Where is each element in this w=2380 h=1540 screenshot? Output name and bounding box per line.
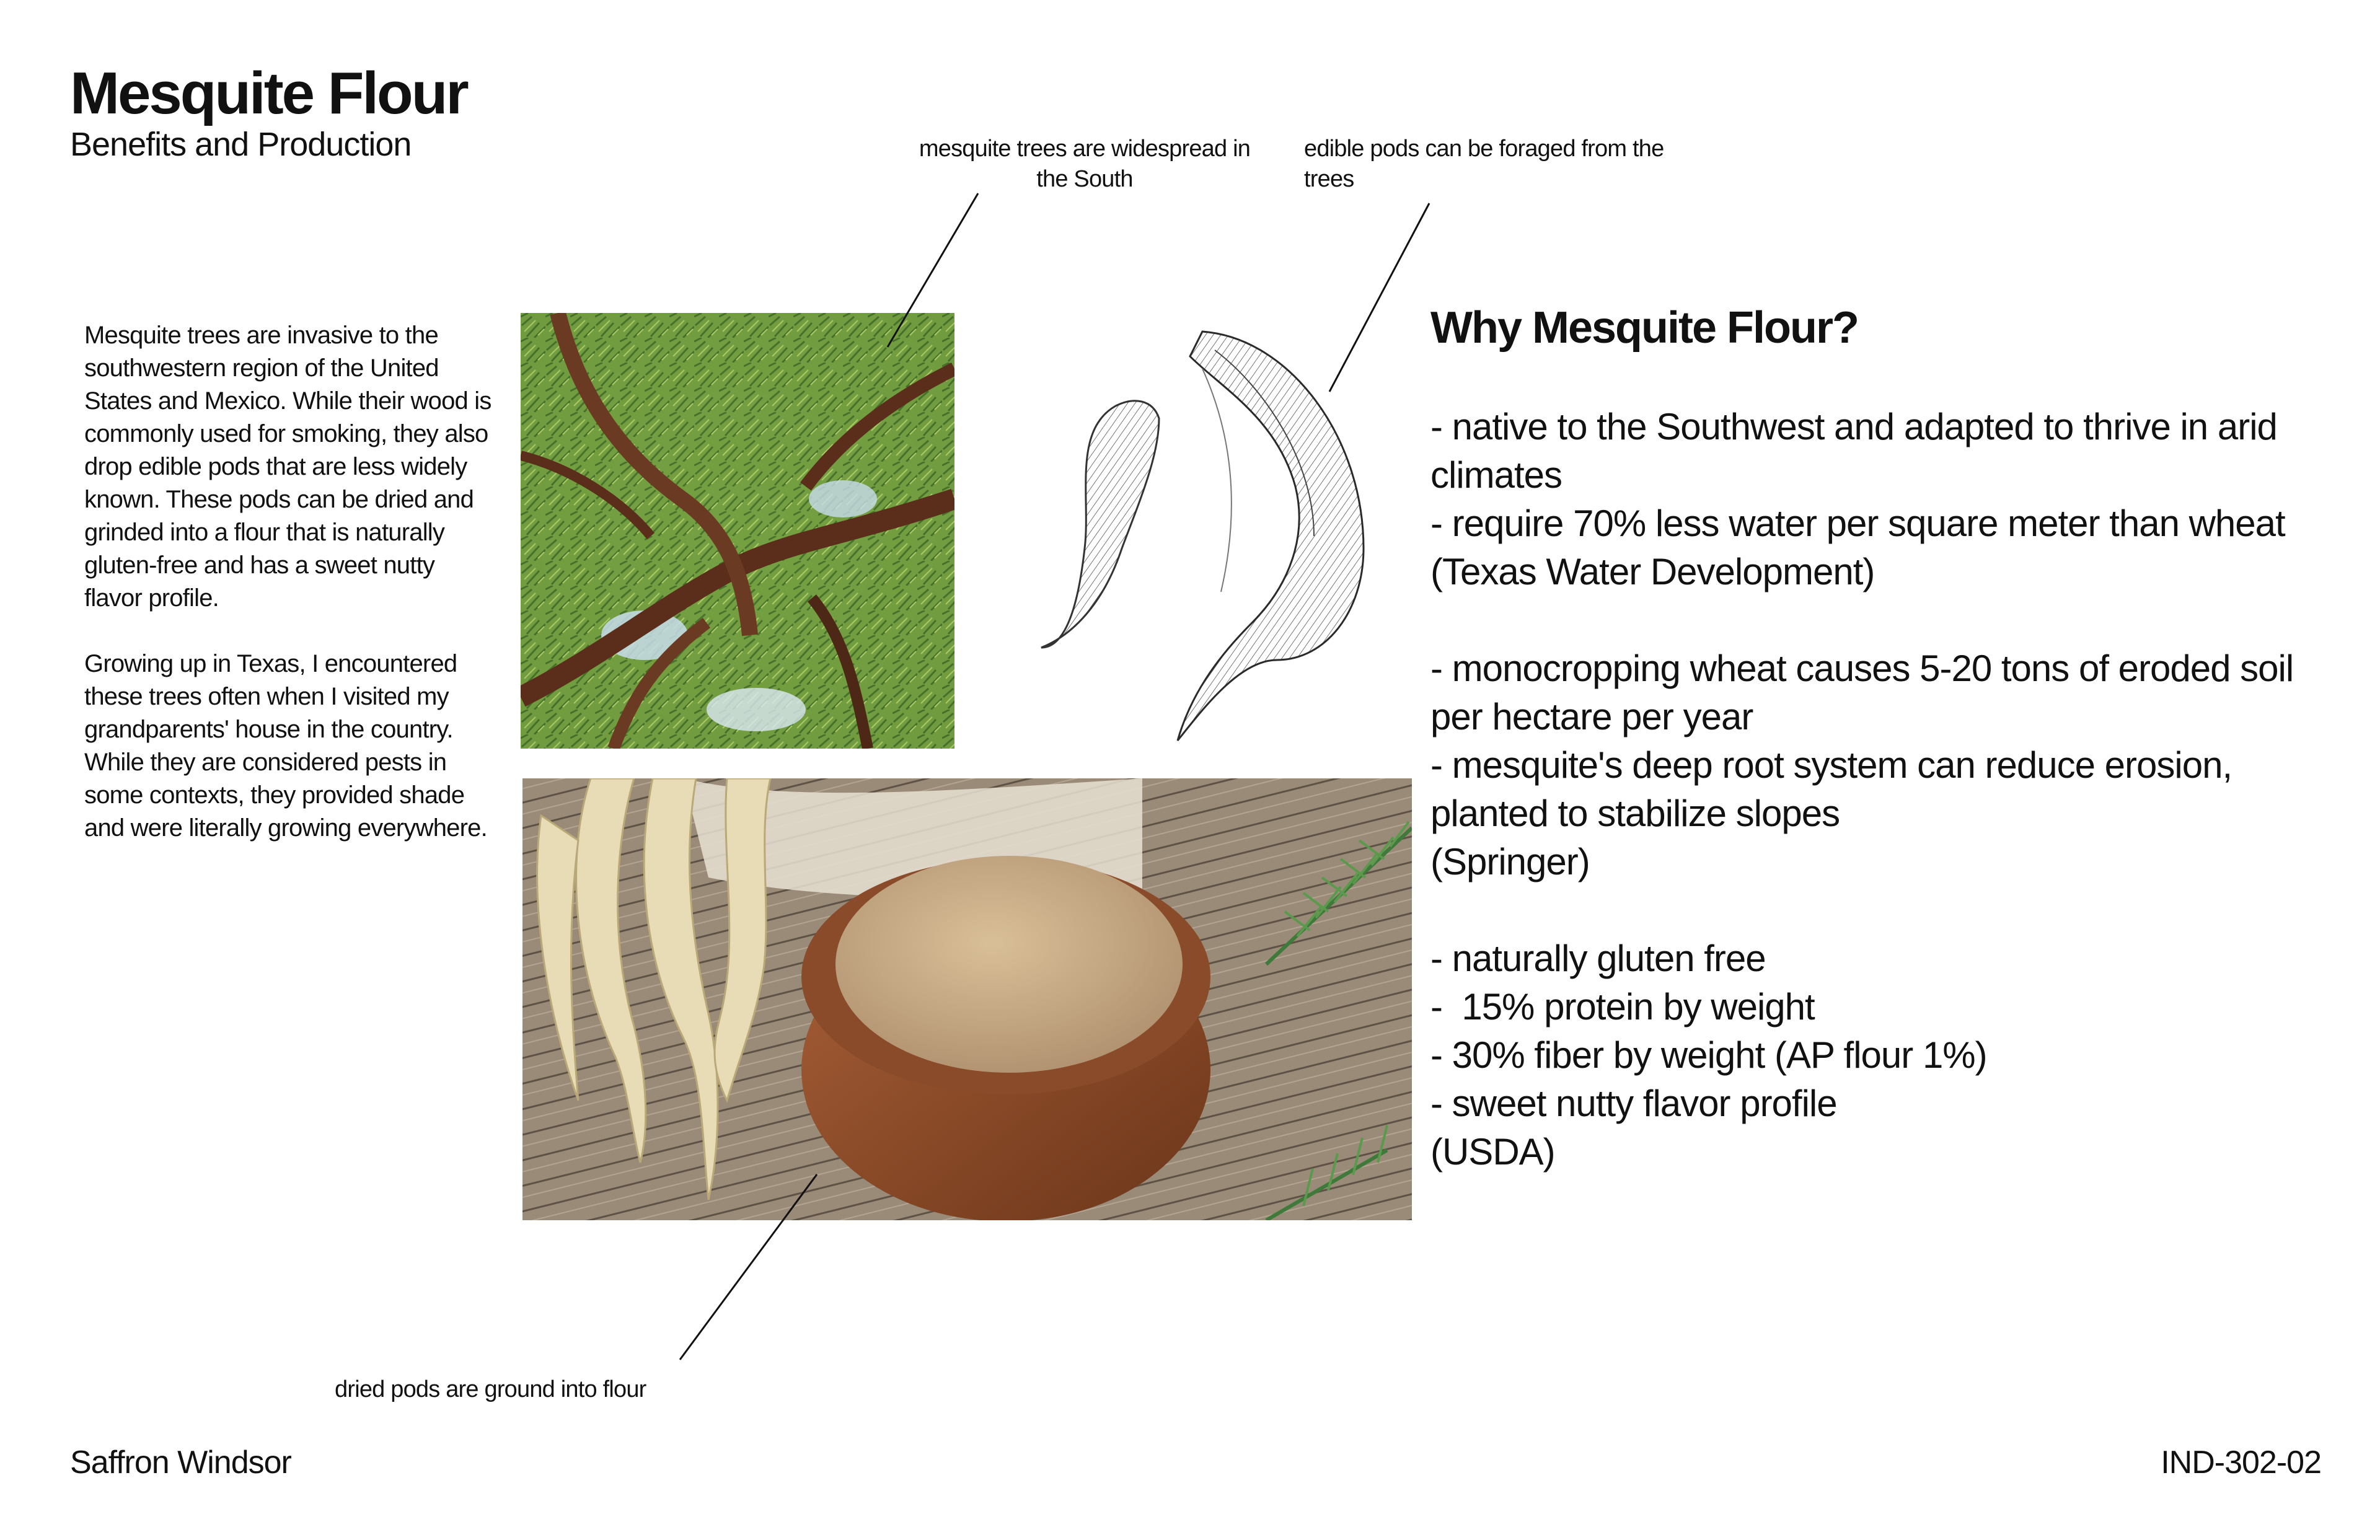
intro-paragraph-1: Mesquite trees are invasive to the southwestern region of the United States and Mexico. While their wood is commonly used for smoking, they also drop edible pods that are less widely known. These pods can be dried and grinded into a flour that is naturally gluten-free and has a sweet nutty flavor profile. (84, 322, 491, 612)
page-subtitle: Benefits and Production (70, 126, 412, 163)
intro-text (84, 319, 493, 878)
why-item: - mesquite's deep root system can reduce erosion, planted to stabilize slopes (1430, 744, 2232, 834)
why-source: (USDA) (1430, 1131, 1555, 1173)
caption-flour: dried pods are ground into flour (335, 1376, 646, 1402)
mesquite-flour-photo (522, 778, 1412, 1220)
why-item: - sweet nutty flavor profile (1430, 1083, 1837, 1124)
why-item: - 30% fiber by weight (AP flour 1%) (1430, 1034, 1987, 1076)
page-title: Mesquite Flour (70, 60, 467, 126)
why-heading: Why Mesquite Flour? (1430, 303, 1858, 353)
why-list (1430, 403, 2348, 1176)
why-item: - require 70% less water per square meter than wheat (1430, 503, 2285, 544)
why-item: - native to the Southwest and adapted to thrive in arid climates (1430, 406, 2277, 496)
intro-paragraph-2: Growing up in Texas, I encountered these trees often when I visited my grandparents' house in the country. While they are considered pests in some contexts, they provided shade and were literally growing everywhere. (84, 650, 487, 842)
why-group-water (1430, 403, 2348, 596)
course-code: IND-302-02 (2161, 1445, 2321, 1481)
why-item: - monocropping wheat causes 5-20 tons of eroded soil per hectare per year (1430, 648, 2294, 737)
pod-sketch (1016, 313, 1401, 753)
caption-trees: mesquite trees are widespread in the South (919, 136, 1251, 192)
mesquite-tree-photo (521, 313, 954, 749)
why-source: (Texas Water Development) (1430, 551, 1875, 592)
author-name: Saffron Windsor (70, 1445, 291, 1481)
why-item: - naturally gluten free (1430, 938, 1766, 979)
why-group-nutrition (1430, 935, 2348, 1176)
why-item: - 15% protein by weight (1430, 986, 1815, 1027)
caption-pods: edible pods can be foraged from the trees (1304, 136, 1664, 192)
why-group-erosion (1430, 645, 2348, 886)
why-source: (Springer) (1430, 841, 1590, 882)
